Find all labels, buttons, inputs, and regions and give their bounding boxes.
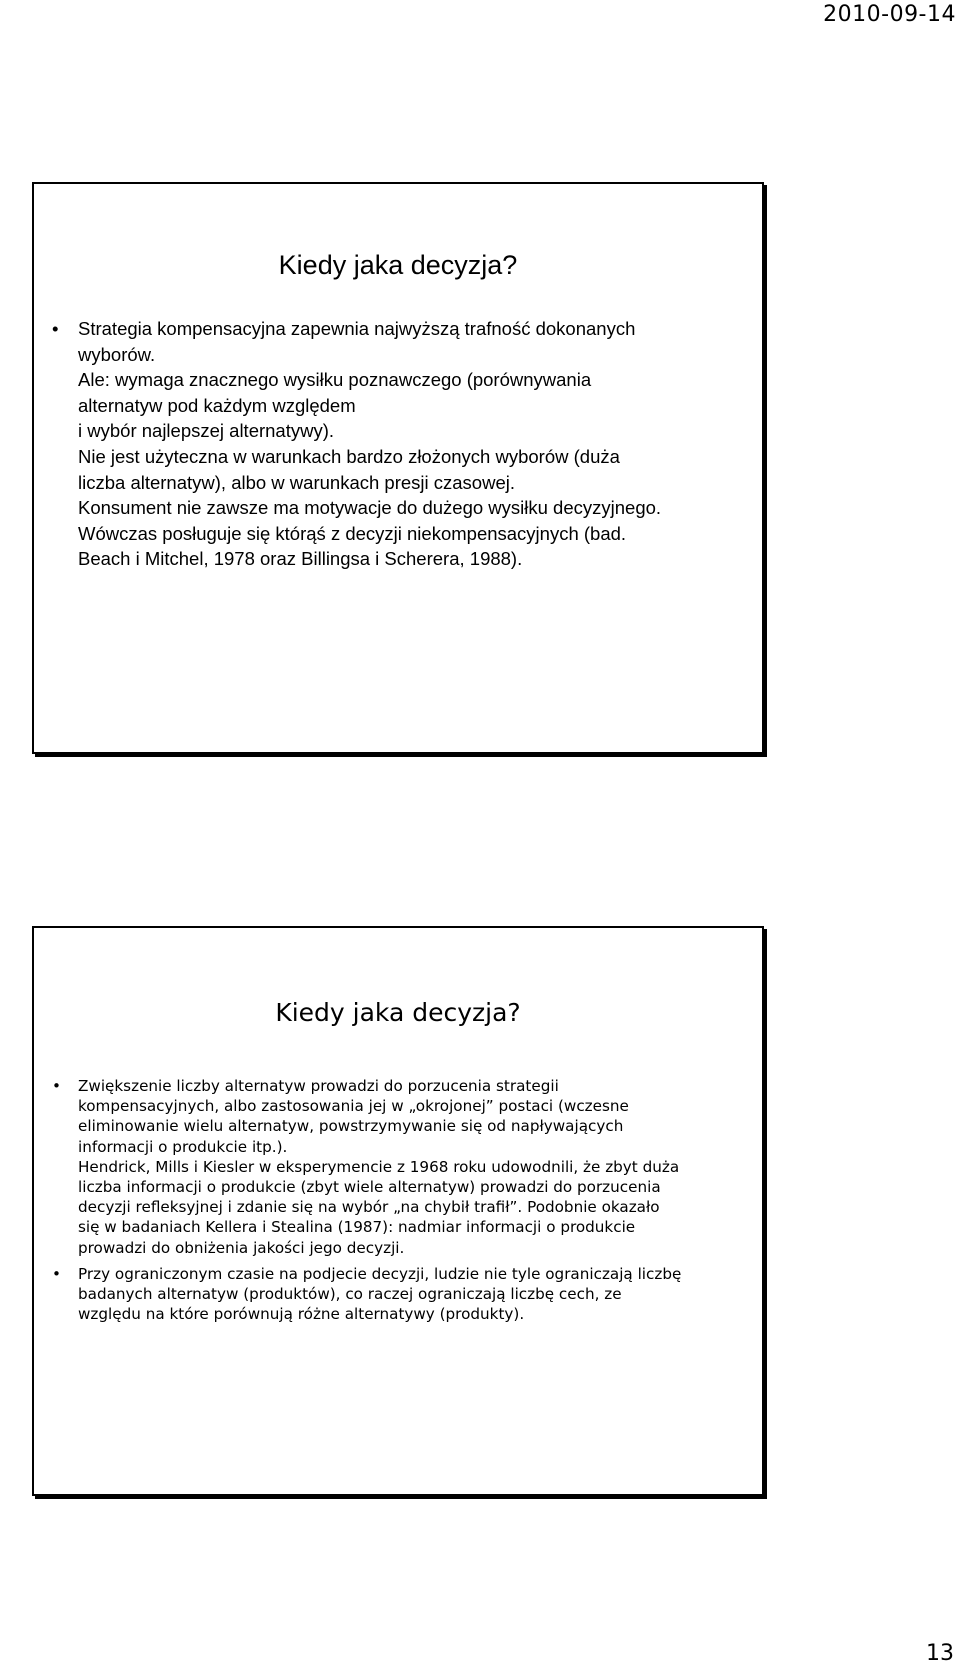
text-line: eliminowanie wielu alternatyw, powstrzymywanie się od napływających bbox=[78, 1117, 624, 1136]
bullet-icon: • bbox=[52, 318, 59, 339]
text-line: kompensacyjnych, albo zastosowania jej w „okrojonej” postaci (wczesne bbox=[78, 1097, 629, 1116]
text-line: i wybór najlepszej alternatywy). bbox=[78, 420, 335, 442]
text-line: liczba alternatyw), albo w warunkach presji czasowej. bbox=[78, 471, 515, 493]
text-line: informacji o produkcie itp.). bbox=[78, 1137, 288, 1156]
text-line: wyborów. bbox=[78, 343, 156, 365]
text-line: prowadzi do obniżenia jakości jego decyzji. bbox=[78, 1238, 405, 1257]
text-line: liczba informacji o produkcie (zbyt wiele alternatyw) prowadzi do porzucenia bbox=[78, 1178, 661, 1197]
text-line: Ale: wymaga znacznego wysiłku poznawczego (porównywania bbox=[78, 369, 592, 391]
text-line: decyzji refleksyjnej i zdanie się na wybór „na chybił trafił”. Podobnie okazało bbox=[78, 1198, 660, 1217]
text-line: Konsument nie zawsze ma motywacje do dużego wysiłku decyzyjnego. bbox=[78, 497, 662, 519]
bullet-icon: • bbox=[52, 1077, 61, 1095]
bullet-icon: • bbox=[52, 1264, 61, 1283]
text-line: Hendrick, Mills i Kiesler w eksperymencie z 1968 roku udowodnili, że zbyt duża bbox=[78, 1157, 680, 1176]
slide-title: Kiedy jaka decyzja? bbox=[278, 250, 518, 280]
text-line: badanych alternatyw (produktów), co raczej ograniczają liczbę cech, ze bbox=[78, 1285, 622, 1304]
slide-2 bbox=[32, 926, 764, 1496]
text-line: alternatyw pod każdym względem bbox=[78, 394, 356, 416]
bullet-list bbox=[44, 1076, 742, 1330]
bullet-item bbox=[44, 1264, 742, 1325]
text-line: Przy ograniczonym czasie na podjecie decyzji, ludzie nie tyle ograniczają liczbę bbox=[78, 1264, 682, 1283]
text-line: Strategia kompensacyjna zapewnia najwyższą trafność dokonanych bbox=[78, 318, 636, 339]
slide-title: Kiedy jaka decyzja? bbox=[275, 998, 521, 1027]
text-line: Beach i Mitchel, 1978 oraz Billingsa i Scherera, 1988). bbox=[78, 548, 523, 570]
page-date: 2010-09-14 bbox=[823, 2, 956, 27]
slide-1 bbox=[32, 182, 764, 754]
bullet-item bbox=[44, 316, 742, 572]
bullet-item bbox=[44, 1076, 742, 1258]
page-number: 13 bbox=[926, 1641, 954, 1666]
bullet-list bbox=[44, 316, 742, 572]
text-line: Nie jest użyteczna w warunkach bardzo złożonych wyborów (duża bbox=[78, 445, 620, 467]
text-line: Wówczas posługuje się którąś z decyzji niekompensacyjnych (bad. bbox=[78, 522, 627, 544]
text-line: się w badaniach Kellera i Stealina (1987): nadmiar informacji o produkcie bbox=[78, 1218, 636, 1237]
text-line: Zwiększenie liczby alternatyw prowadzi do porzucenia strategii bbox=[78, 1077, 559, 1095]
text-line: względu na które porównują różne alternatywy (produkty). bbox=[78, 1305, 525, 1324]
